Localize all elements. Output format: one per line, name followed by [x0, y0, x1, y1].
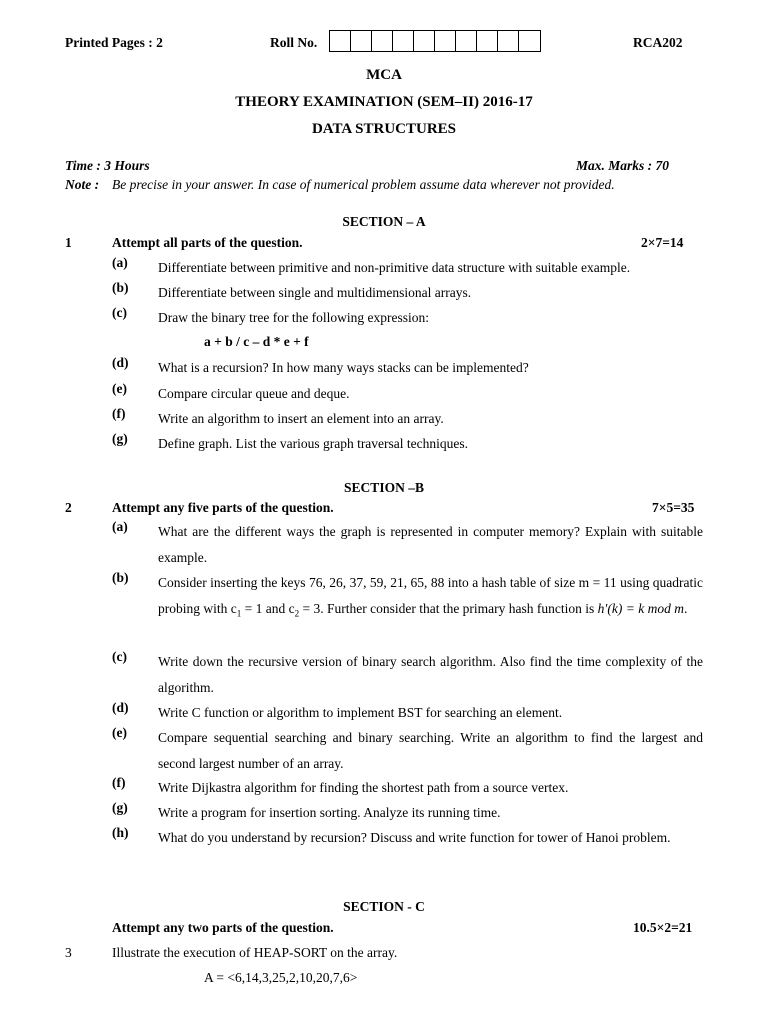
part-text: Consider inserting the keys 76, 26, 37, 59, 21, 65, 88 into a hash table of size m = 11 using quadratic probing with $c_1 = 1$ and $c_2 = 3$. Further consider that the primary hash function is h′(k) = k mod m.	[158, 575, 703, 619]
part-text: Write Dijkastra algorithm for finding the shortest path from a source vertex.	[158, 780, 569, 795]
section-a-heading: SECTION – A	[342, 214, 426, 229]
part-text: What is a recursion? In how many ways stacks can be implemented?	[158, 360, 529, 375]
question-3-number: 3	[65, 945, 72, 960]
part-label: (g)	[112, 800, 128, 815]
roll-no-digit-box[interactable]	[372, 31, 393, 51]
part-text: Write down the recursive version of binary search algorithm. Also find the time complexity of the algorithm.	[158, 654, 703, 695]
printed-pages: Printed Pages : 2	[65, 35, 163, 50]
roll-no-digit-box[interactable]	[498, 31, 519, 51]
question-2-number: 2	[65, 500, 72, 515]
roll-no-digit-box[interactable]	[393, 31, 414, 51]
part-label: (a)	[112, 519, 128, 534]
part-text: Compare sequential searching and binary searching. Write an algorithm to find the largest and second largest number of an array.	[158, 730, 703, 771]
question-1-instruction: Attempt all parts of the question.	[112, 235, 303, 250]
expression: a + b / c – d * e + f	[204, 334, 309, 349]
note-label: Note :	[65, 177, 100, 192]
part-text: Define graph. List the various graph traversal techniques.	[158, 436, 469, 451]
roll-no-digit-box[interactable]	[351, 31, 372, 51]
part-label: (d)	[112, 355, 129, 370]
roll-no-digit-box[interactable]	[330, 31, 351, 51]
part-text: Write C function or algorithm to implement BST for searching an element.	[158, 705, 563, 720]
roll-no-boxes[interactable]	[329, 30, 541, 52]
section-c-marks: 10.5×2=21	[633, 920, 693, 935]
part-label: (d)	[112, 700, 129, 715]
max-marks: Max. Marks : 70	[576, 158, 670, 173]
roll-no-digit-box[interactable]	[414, 31, 435, 51]
question-1-marks: 2×7=14	[641, 235, 684, 250]
paper-code: RCA202	[633, 35, 683, 50]
section-c-heading: SECTION - C	[343, 899, 425, 914]
roll-no-label: Roll No.	[270, 35, 318, 50]
part-label: (e)	[112, 381, 127, 396]
heap-array: A = <6,14,3,25,2,10,20,7,6>	[204, 970, 358, 985]
note-text: Be precise in your answer. In case of numerical problem assume data wherever not provided.	[112, 177, 615, 192]
roll-no-digit-box[interactable]	[456, 31, 477, 51]
part-label: (f)	[112, 775, 126, 790]
section-c-instruction: Attempt any two parts of the question.	[112, 920, 334, 935]
hash-formula: h′(k) = k mod m	[597, 600, 684, 616]
part-text: What do you understand by recursion? Discuss and write function for tower of Hanoi problem.	[158, 830, 671, 845]
part-label: (b)	[112, 570, 129, 585]
part-text: Differentiate between primitive and non-primitive data structure with suitable example.	[158, 260, 631, 275]
part-text: Write an algorithm to insert an element into an array.	[158, 411, 444, 426]
part-label: (e)	[112, 725, 127, 740]
part-text: What are the different ways the graph is represented in computer memory? Explain with suitable example.	[158, 524, 703, 565]
time-allowed: Time : 3 Hours	[65, 158, 150, 173]
program-title: MCA	[366, 67, 402, 83]
roll-no-digit-box[interactable]	[477, 31, 498, 51]
part-label: (g)	[112, 431, 128, 446]
part-text: Compare circular queue and deque.	[158, 386, 350, 401]
part-label: (c)	[112, 305, 127, 320]
part-label: (h)	[112, 825, 129, 840]
question-2-instruction: Attempt any five parts of the question.	[112, 500, 334, 515]
part-text: Draw the binary tree for the following expression:	[158, 310, 430, 325]
exam-title: THEORY EXAMINATION (SEM–II) 2016-17	[235, 94, 533, 110]
part-label: (c)	[112, 649, 127, 664]
roll-no-digit-box[interactable]	[435, 31, 456, 51]
part-text: Differentiate between single and multidimensional arrays.	[158, 285, 472, 300]
section-b-heading: SECTION –B	[344, 480, 424, 495]
subject-title: DATA STRUCTURES	[311, 121, 457, 137]
question-2-marks: 7×5=35	[652, 500, 695, 515]
part-text: Write a program for insertion sorting. Analyze its running time.	[158, 805, 501, 820]
question-1-number: 1	[65, 235, 72, 250]
part-label: (f)	[112, 406, 126, 421]
question-3-text: Illustrate the execution of HEAP-SORT on the array.	[112, 945, 398, 960]
part-label: (b)	[112, 280, 129, 295]
part-label: (a)	[112, 255, 128, 270]
roll-no-digit-box[interactable]	[519, 31, 540, 51]
